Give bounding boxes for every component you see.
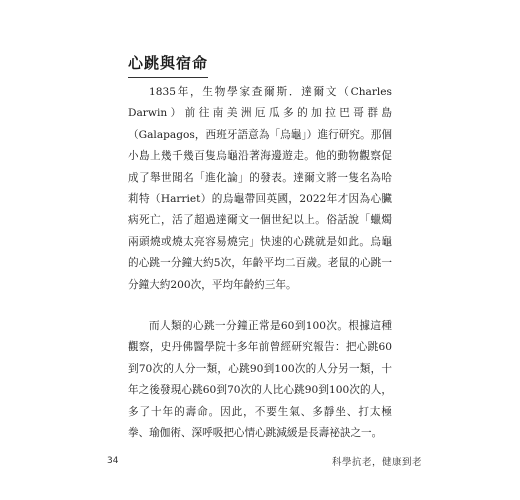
body-text [128, 82, 392, 445]
paragraph-1: 1835年，生物學家查爾斯．達爾文（Charles Darwin）前往南美洲厄瓜多的加拉巴哥群島（Galapagos，西班牙語意為「烏龜」）進行研究。那個小島上幾千幾百隻烏龜沿著海邊遊走。他的動物觀察促成了舉世聞名「進化論」的發表。達爾文將一隻名為哈莉特（Harriet）的烏龜帶回英國，2022年才因為心臟病死亡，活了超過達爾文一個世紀以上。俗話說「蠟燭兩頭燒或燒太亮容易燒完」快速的心跳就是如此。烏龜的心跳一分鐘大約5次，年齡平均二百歲。老鼠的心跳一分鐘大約200次，平均年齡約三年。 [128, 86, 392, 291]
page-number: 34 [107, 456, 119, 466]
paragraph-2: 而人類的心跳一分鐘正常是60到100次。根據這種觀察，史丹佛醫學院十多年前曾經研究報告：把心跳60到70次的人分一類，心跳90到100次的人分另一類，十年之後發現心跳60到70次的人比心跳90到100次的人，多了十年的壽命。因此，不要生氣、多靜坐、打太極拳、瑜伽術、深呼吸把心情心跳減緩是長壽祕訣之一。 [128, 320, 392, 440]
running-footer-title: 科學抗老，健康到老 [332, 457, 423, 468]
section-heading-container [128, 52, 208, 78]
section-title: 心跳與宿命 [128, 52, 208, 78]
